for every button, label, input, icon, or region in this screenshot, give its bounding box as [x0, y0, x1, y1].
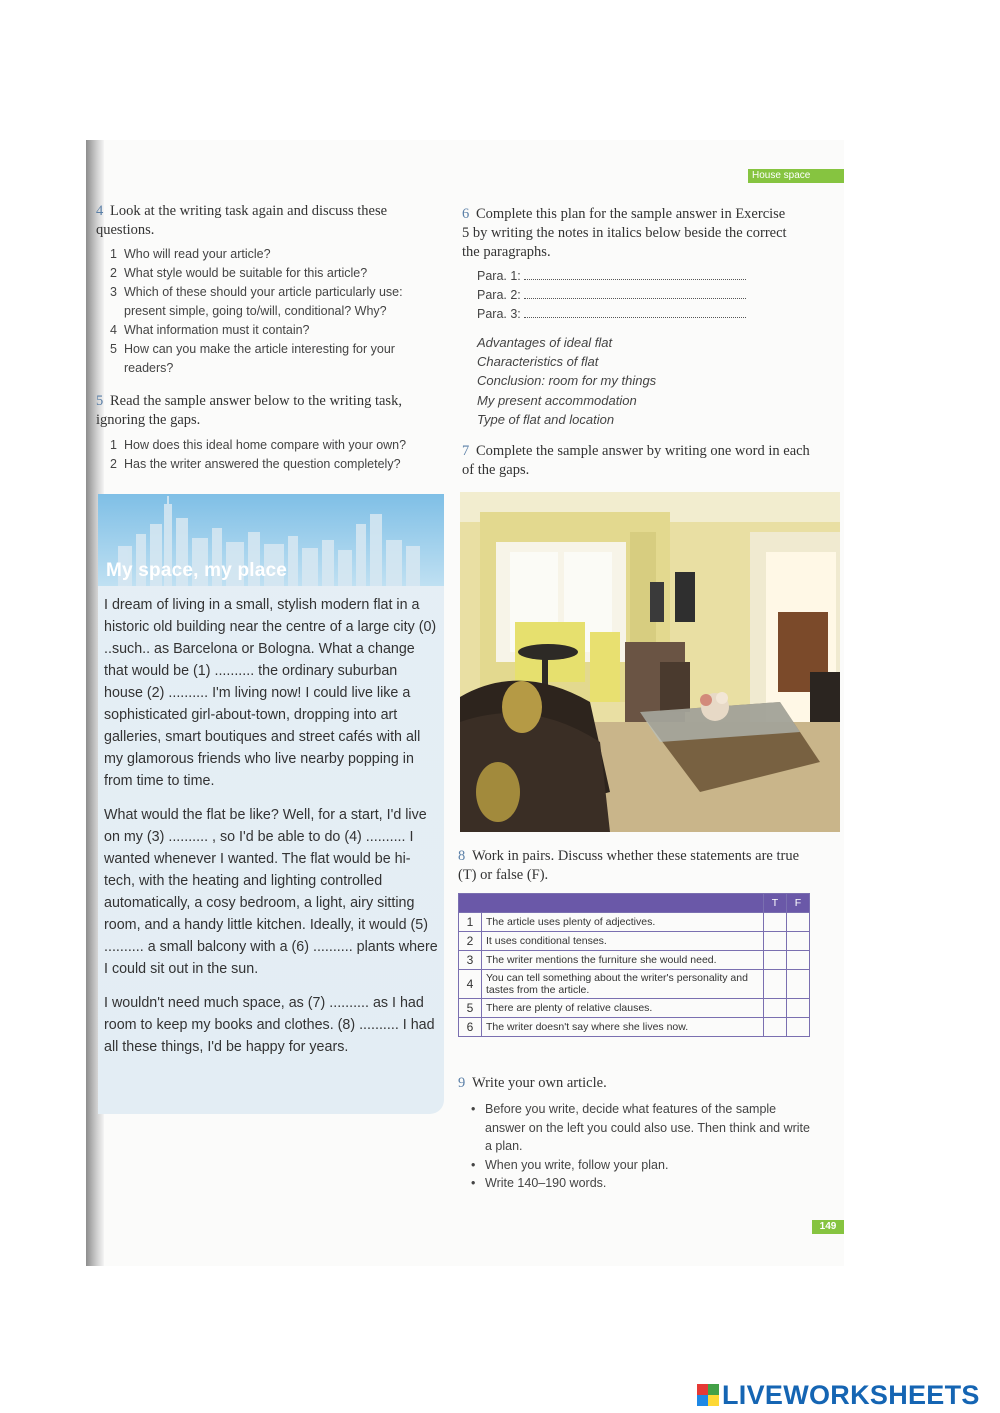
plan-notes: [477, 333, 656, 429]
question-4: [96, 202, 426, 240]
f-answer-box[interactable]: [787, 1018, 810, 1037]
question-5-text: Read the sample answer below to the writing task, ignoring the gaps.: [96, 393, 402, 428]
question-6: [462, 205, 792, 262]
question-8-text: Work in pairs. Discuss whether these statements are true (T) or false (F).: [458, 848, 800, 883]
question-4-text: Look at the writing task again and discuss these questions.: [96, 203, 388, 238]
question-6-number: 6: [462, 206, 470, 222]
f-answer-box[interactable]: [787, 913, 810, 932]
list-item: 2 Has the writer answered the question completely?: [110, 457, 401, 471]
question-7-text: Complete the sample answer by writing one word in each of the gaps.: [462, 443, 810, 478]
t-answer-box[interactable]: [764, 932, 787, 951]
article-paragraph-2: What would the flat be like? Well, for a start, I'd live on my (3) .......... , so I'd be able to do (4) .......... I wanted whenever I wanted. The flat would be hi-tech, with the heating and lighting controlled automatically, a cosy bedroom, a light, airy sitting room, and a handy little kitchen. Ideally, it would (5) .......... a small balcony with a (6) .......... plants where I could sit out in the sun.: [104, 807, 438, 977]
logo-icon: [697, 1384, 719, 1406]
f-answer-box[interactable]: [787, 951, 810, 970]
table-row: 4 You can tell something about the writer's personality and tastes from the article.: [459, 970, 810, 999]
para-2-line: Para. 2:: [477, 286, 746, 305]
section-tag: House space: [748, 169, 844, 183]
table-header-row: [459, 894, 810, 913]
city-skyline-banner: [98, 494, 444, 586]
question-4-number: 4: [96, 203, 104, 219]
note-item: My present accommodation: [477, 392, 637, 408]
question-7: [462, 442, 812, 480]
para-1-line: Para. 1:: [477, 267, 746, 286]
question-4-list: [110, 245, 428, 378]
column-f: F: [787, 894, 810, 913]
f-answer-box[interactable]: [787, 999, 810, 1018]
list-item: • When you write, follow your plan.: [471, 1156, 811, 1175]
article-paragraph-3: I wouldn't need much space, as (7) .......... as I had room to keep my books and clothes. (8) .......... I had all these things, I'd be happy for years.: [104, 995, 435, 1055]
question-5-number: 5: [96, 393, 104, 409]
article-body: [104, 594, 439, 1070]
page-number: 149: [812, 1220, 844, 1234]
t-answer-box[interactable]: [764, 951, 787, 970]
table-row: 5 There are plenty of relative clauses.: [459, 999, 810, 1018]
list-item: • Write 140–190 words.: [471, 1174, 811, 1193]
question-9-text: Write your own article.: [472, 1075, 607, 1091]
table-row: 3 The writer mentions the furniture she would need.: [459, 951, 810, 970]
note-item: Characteristics of flat: [477, 354, 599, 370]
question-9-number: 9: [458, 1075, 466, 1091]
logo-text: LIVEWORKSHEETS: [722, 1379, 980, 1410]
note-item: Advantages of ideal flat: [477, 335, 613, 350]
true-false-table: [458, 893, 810, 1037]
f-answer-box[interactable]: [787, 932, 810, 951]
list-item: 1 Who will read your article?: [110, 247, 271, 261]
note-item: Conclusion: room for my things: [477, 373, 657, 389]
question-9: [458, 1074, 808, 1093]
t-answer-box[interactable]: [764, 970, 787, 999]
living-room-photo: [460, 492, 840, 832]
list-item: 1 How does this ideal home compare with your own?: [110, 438, 407, 452]
para-3-line: Para. 3:: [477, 305, 746, 324]
question-8: [458, 847, 813, 885]
list-item: 2 What style would be suitable for this article?: [110, 266, 368, 280]
list-item: • Before you write, decide what features of the sample answer on the left you could also use. Then think and write a plan.: [471, 1100, 811, 1156]
question-9-bullets: [471, 1100, 811, 1193]
list-item: 5 How can you make the article interesting for your readers?: [110, 342, 395, 375]
sample-article: [98, 494, 444, 1114]
t-answer-box[interactable]: [764, 999, 787, 1018]
t-answer-box[interactable]: [764, 1018, 787, 1037]
list-item: 4 What information must it contain?: [110, 323, 310, 337]
table-row: 2 It uses conditional tenses.: [459, 932, 810, 951]
note-item: Type of flat and location: [477, 411, 615, 427]
liveworksheets-logo: [697, 1377, 980, 1413]
question-5-list: [110, 436, 430, 474]
table-row: 1 The article uses plenty of adjectives.: [459, 913, 810, 932]
list-item: 3 Which of these should your article particularly use: present simple, going to/will, conditional? Why?: [110, 285, 403, 318]
f-answer-box[interactable]: [787, 970, 810, 999]
article-paragraph-1: I dream of living in a small, stylish modern flat in a historic old building near the centre of a large city (0) ..such.. as Barcelona or Bologna. What a change that would be (1) .......... the ordinary suburban house (2) .......... I'm living now! I could live like a sophisticated girl-about-town, dropping into art galleries, smart boutiques and street cafés with all my glamorous friends who live nearby popping in from time to time.: [104, 597, 437, 789]
question-8-number: 8: [458, 848, 466, 864]
question-7-number: 7: [462, 443, 470, 459]
t-answer-box[interactable]: [764, 913, 787, 932]
article-title: My space, my place: [106, 560, 288, 581]
column-t: T: [764, 894, 787, 913]
question-5: [96, 392, 432, 430]
question-6-text: Complete this plan for the sample answer in Exercise 5 by writing the notes in italics below beside the correct the paragraphs.: [462, 206, 787, 260]
table-row: 6 The writer doesn't say where she lives now.: [459, 1018, 810, 1037]
